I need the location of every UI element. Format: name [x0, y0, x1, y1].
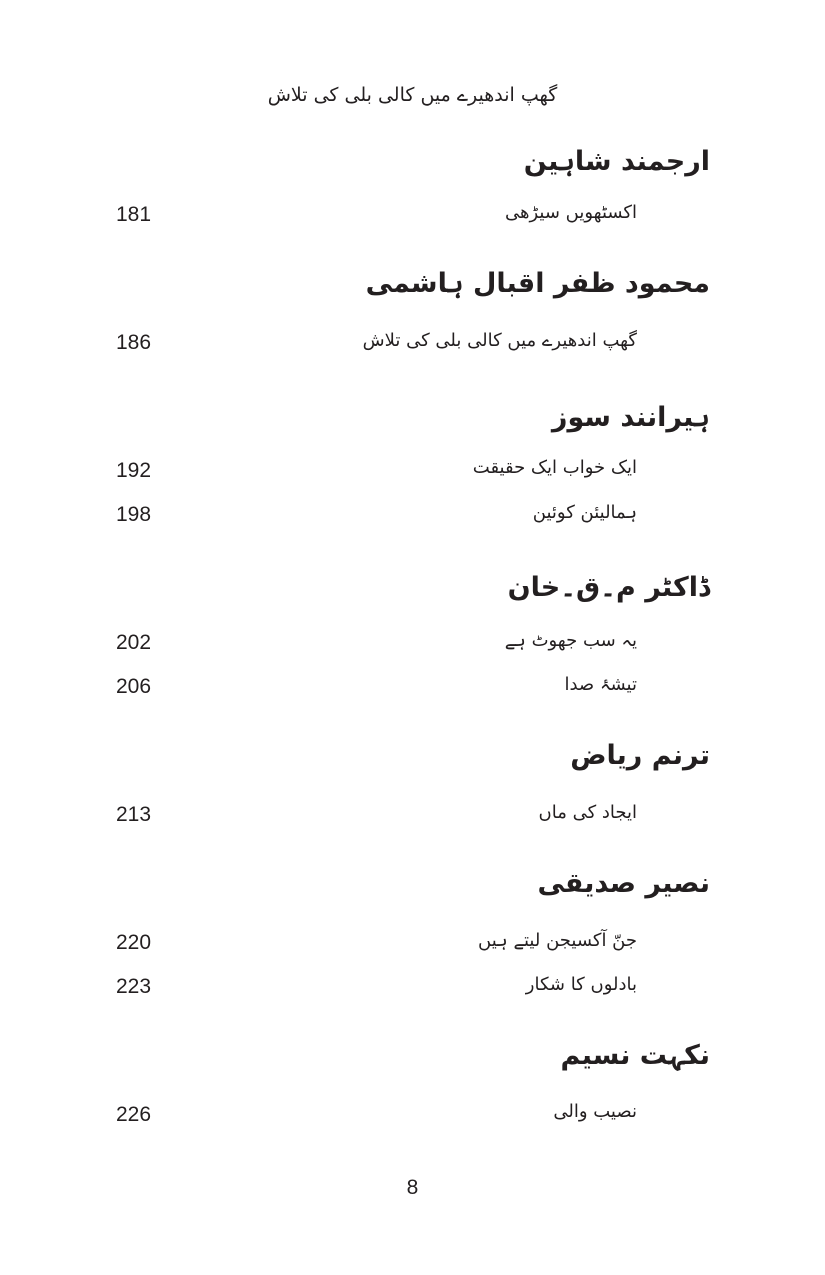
author-name: محمود ظفر اقبال ہاشمی: [365, 268, 710, 299]
story-title: ایک خواب ایک حقیقت: [472, 457, 637, 478]
page-reference: 206: [116, 675, 152, 698]
page-reference: 181: [116, 203, 152, 226]
story-title: ہمالیئن کوئین: [532, 502, 637, 523]
page-reference: 223: [116, 975, 152, 998]
author-name: نصیر صدیقی: [537, 868, 710, 899]
page-reference: 226: [116, 1103, 152, 1126]
running-head: گھپ اندھیرے میں کالی بلی کی تلاش: [267, 84, 558, 106]
author-name: ہیرانند سوز: [551, 402, 710, 433]
author-name: ترنم ریاض: [570, 740, 710, 771]
story-title: بادلوں کا شکار: [525, 974, 637, 995]
story-title: تیشۂ صدا: [564, 674, 637, 695]
story-title: گھپ اندھیرے میں کالی بلی کی تلاش: [362, 330, 637, 351]
page-reference: 186: [116, 331, 152, 354]
page-reference: 202: [116, 631, 152, 654]
story-title: یہ سب جھوٹ ہے: [504, 630, 637, 651]
page-number: 8: [406, 1176, 419, 1199]
author-name: ڈاکٹر م۔ق۔خان: [507, 572, 710, 603]
story-title: جنّ آکسیجن لیتے ہیں: [478, 930, 637, 951]
story-title: اکسٹھویں سیڑھی: [504, 202, 637, 223]
page-reference: 192: [116, 459, 152, 482]
story-title: ایجاد کی ماں: [538, 802, 637, 823]
page-reference: 220: [116, 931, 152, 954]
author-name: نکہت نسیم: [560, 1040, 710, 1071]
page-reference: 213: [116, 803, 152, 826]
author-name: ارجمند شاہین: [523, 146, 710, 177]
page-reference: 198: [116, 503, 152, 526]
story-title: نصیب والی: [553, 1101, 637, 1122]
